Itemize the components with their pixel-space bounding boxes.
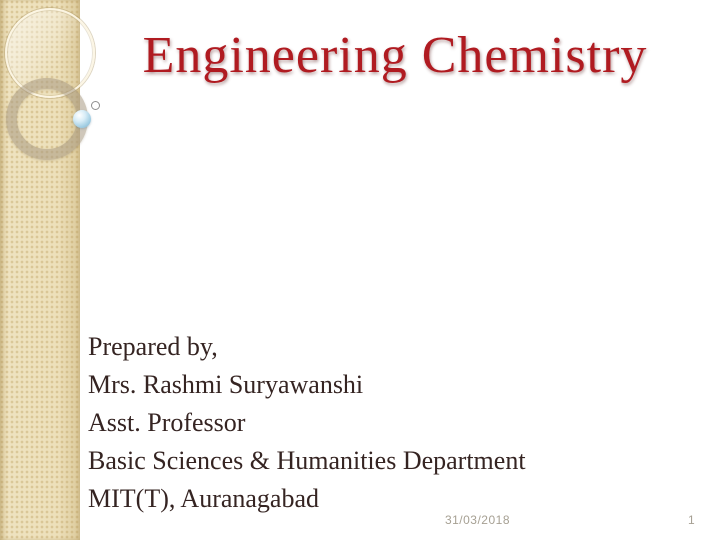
body-line-author: Mrs. Rashmi Suryawanshi <box>88 370 364 399</box>
body-line-prepared-by: Prepared by, <box>88 332 218 361</box>
slide-page-number: 1 <box>688 513 695 527</box>
body-line-institute: MIT(T), Auranagabad <box>88 484 320 513</box>
footer-date: 31/03/2018 <box>444 513 510 527</box>
body-line-designation: Asst. Professor <box>88 408 246 437</box>
slide-title: Engineering Chemistry <box>142 27 648 84</box>
sidebar-decoration <box>0 0 80 540</box>
body-text-block <box>88 328 648 518</box>
sphere-icon <box>73 110 91 128</box>
small-circle-icon <box>91 101 100 110</box>
body-line-department: Basic Sciences & Humanities Department <box>88 446 526 475</box>
